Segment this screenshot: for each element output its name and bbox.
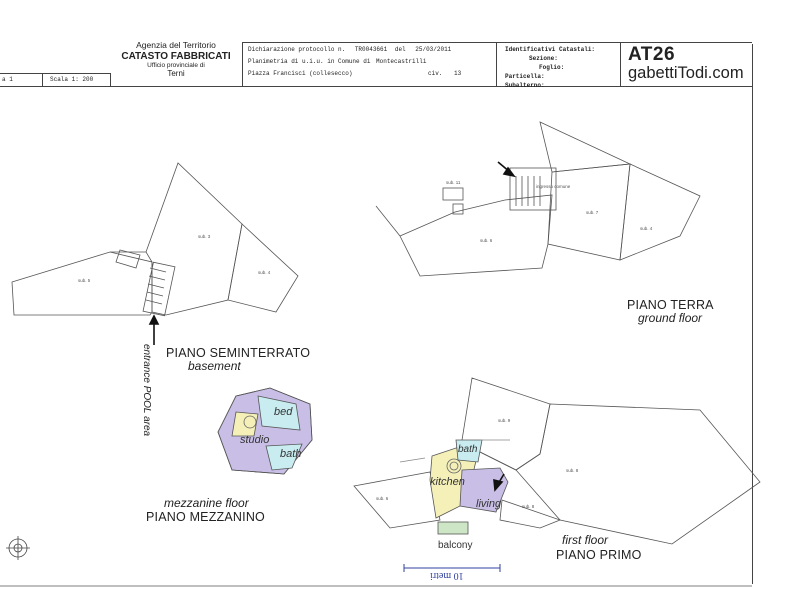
address-text: Piazza Francisci (collesecco) xyxy=(248,70,353,77)
decl-date: 25/03/2011 xyxy=(415,46,452,53)
label-sub5-basement: sub. 5 xyxy=(78,278,91,283)
label-sub3-basement: sub. 3 xyxy=(198,234,211,239)
first-subtitle: first floor xyxy=(562,533,609,547)
label-sub8-first: sub. 8 xyxy=(566,468,579,473)
brand-code: AT26 xyxy=(628,44,676,65)
label-ingresso-ground: ingresso comune xyxy=(536,184,571,189)
decl-del: del xyxy=(394,46,406,53)
room-balcony: balcony xyxy=(438,540,473,551)
ground-plan xyxy=(376,122,700,276)
basement-subtitle: basement xyxy=(188,359,241,373)
mezzanine-title: PIANO MEZZANINO xyxy=(146,510,265,524)
label-sub6-first: sub. 6 xyxy=(376,496,389,501)
catasto-title: CATASTO FABBRICATI xyxy=(121,51,231,62)
decl-number: TR0043661 xyxy=(354,46,388,53)
decl-label: Dichiarazione protocollo n. xyxy=(248,46,346,53)
room-living: living xyxy=(476,498,502,510)
label-sub4-ground: sub. 4 xyxy=(640,226,653,231)
brand-site: gabettiTodi.com xyxy=(628,64,744,82)
first-title: PIANO PRIMO xyxy=(556,548,642,562)
comune-name: Montecastrilli xyxy=(376,58,427,65)
agency-name: Agenzia del Territorio xyxy=(136,40,216,50)
planimetria-label: Planimetria di u.i.u. in Comune di xyxy=(248,58,371,65)
basement-plan xyxy=(12,163,298,316)
label-sub6-ground: sub. 6 xyxy=(480,238,493,243)
label-sub11-ground: sub. 11 xyxy=(446,180,461,185)
label-sub9-first: sub. 9 xyxy=(498,418,511,423)
label-sub8b-first: sub. 8 xyxy=(522,504,535,509)
label-sub7-ground: sub. 7 xyxy=(586,210,599,215)
subalterno-label: Subalterno: xyxy=(505,82,545,89)
first-floor-plan xyxy=(354,378,760,544)
ufficio-label: Ufficio provinciale di xyxy=(147,62,205,69)
ground-subtitle: ground floor xyxy=(638,311,703,325)
ground-title: PIANO TERRA xyxy=(627,298,714,312)
sezione-label: Sezione: xyxy=(529,55,558,62)
label-sub4-basement: sub. 4 xyxy=(258,270,271,275)
civ-number: 13 xyxy=(454,70,462,77)
ident-title: Identificativi Catastali: xyxy=(505,46,596,53)
room-bath-mezzanine: bath xyxy=(280,448,302,460)
basement-title: PIANO SEMINTERRATO xyxy=(166,346,311,360)
particella-label: Particella: xyxy=(505,73,545,80)
scale-prefix: a 1 xyxy=(2,76,13,83)
mezzanine-subtitle: mezzanine floor xyxy=(164,496,249,510)
room-studio: studio xyxy=(240,434,270,446)
foglio-label: Foglio: xyxy=(539,64,565,71)
room-bed: bed xyxy=(274,406,293,418)
scale-bar-label: 10 metri xyxy=(430,570,464,581)
room-kitchen: kitchen xyxy=(430,476,465,488)
room-bath-first: bath xyxy=(458,444,478,455)
city-name: Terni xyxy=(167,69,185,78)
compass-icon xyxy=(6,536,30,560)
civ-label: civ. xyxy=(428,70,443,77)
entrance-label: entrance POOL area xyxy=(141,344,152,437)
scale-label: Scala 1: 200 xyxy=(50,76,94,83)
